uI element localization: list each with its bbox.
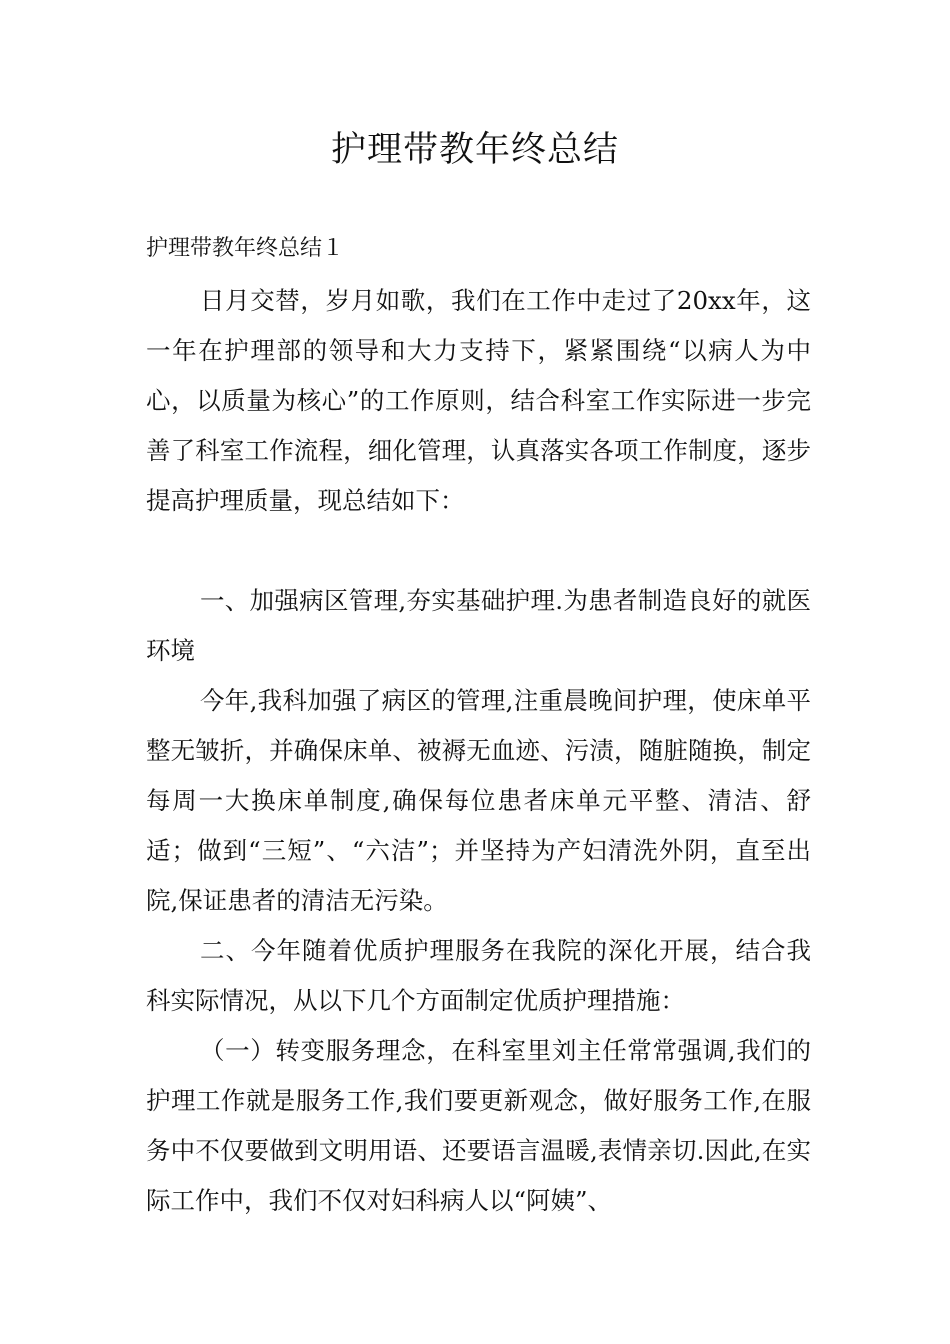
paragraph-service-concept: （一）转变服务理念，在科室里刘主任常常强调,我们的护理工作就是服务工作,我们要更新观念，做好服务工作,在服务中不仅要做到文明用语、还要语言温暖,表情亲切.因此,在实际工作中，我们不仅对妇科病人以“阿姨”、 [146, 1036, 811, 1215]
section-heading: 护理带教年终总结１ [146, 236, 345, 261]
paragraph-heading-1: 一、加强病区管理,夯实基础护理.为患者制造良好的就医环境 [146, 586, 811, 665]
paragraph-intro: 日月交替，岁月如歌，我们在工作中走过了20xx年，这一年在护理部的领导和大力支持下，紧紧围绕“以病人为中心，以质量为核心”的工作原则，结合科室工作实际进一步完善了科室工作流程，细化管理，认真落实各项工作制度，逐步提高护理质量，现总结如下： [146, 286, 811, 515]
paragraph-heading-2: 二、今年随着优质护理服务在我院的深化开展，结合我科实际情况，从以下几个方面制定优质护理措施： [146, 936, 811, 1015]
paragraph-ward-management: 今年,我科加强了病区的管理,注重晨晚间护理，使床单平整无皱折，并确保床单、被褥无血迹、污渍，随脏随换，制定每周一大换床单制度,确保每位患者床单元平整、清洁、舒适；做到“三短”、“六洁”；并坚持为产妇清洗外阴，直至出院,保证患者的清洁无污染。 [146, 686, 811, 915]
document-title: 护理带教年终总结 [330, 130, 619, 170]
